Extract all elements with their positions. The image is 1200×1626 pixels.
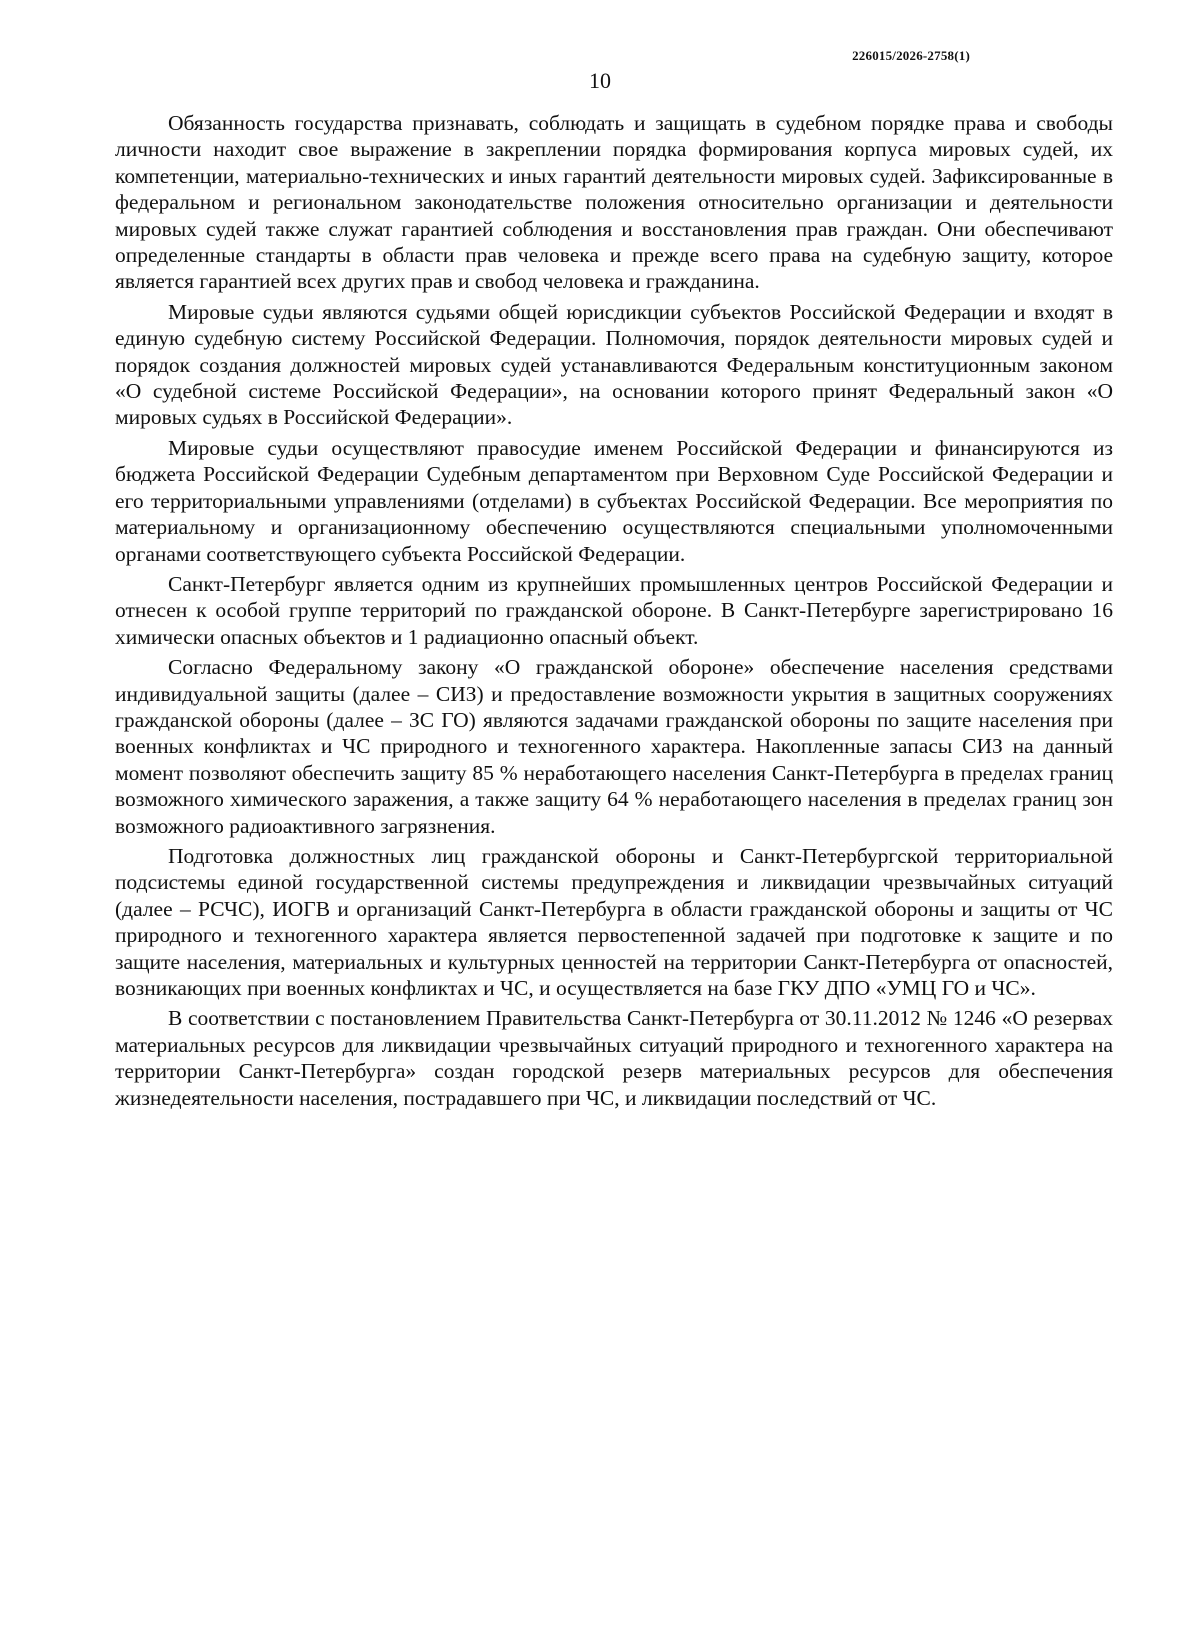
page-number: 10: [589, 68, 611, 93]
paragraph-state-obligation: Обязанность государства признавать, соблюдать и защищать в судебном порядке права и свободы личности находит свое выражение в закреплении порядка формирования корпуса мировых судей, их компетенции, материально-технических и иных гарантий деятельности мировых судей. Зафиксированные в федеральном и региональном законодательстве положения относительно организации и деятельности мировых судей также служат гарантией соблюдения и восстановления прав граждан. Они обеспечивают определенные стандарты в области прав человека и прежде всего права на судебную защиту, которое является гарантией всех других прав и свобод человека и гражданина.: [115, 111, 1113, 294]
paragraph-justice-financing: Мировые судьи осуществляют правосудие именем Российской Федерации и финансируются из бюджета Российской Федерации Судебным департаментом при Верховном Суде Российской Федерации и его территориальными управлениями (отделами) в субъектах Российской Федерации. Все мероприятия по материальному и организационному обеспечению осуществляются специальными уполномоченными органами соответствующего субъекта Российской Федерации.: [115, 435, 1113, 566]
document-registration-number: 226015/2026-2758(1): [852, 48, 970, 63]
paragraph-material-reserves: В соответствии с постановлением Правительства Санкт-Петербурга от 30.11.2012 № 1246 «О резервах материальных ресурсов для ликвидации чрезвычайных ситуаций природного и техногенного характера на территории Санкт-Петербурга» создан городской резерв материальных ресурсов для обеспечения жизнедеятельности населения, пострадавшего при ЧС, и ликвидации последствий от ЧС.: [115, 1006, 1113, 1110]
paragraph-saint-petersburg-hazards: Санкт-Петербург является одним из крупнейших промышленных центров Российской Федерации и отнесен к особой группе территорий по гражданской обороне. В Санкт-Петербурге зарегистрировано 16 химически опасных объектов и 1 радиационно опасный объект.: [115, 571, 1113, 649]
paragraph-civil-defense-training: Подготовка должностных лиц гражданской обороны и Санкт-Петербургской территориальной подсистемы единой государственной системы предупреждения и ликвидации чрезвычайных ситуаций (далее – РСЧС), ИОГВ и организаций Санкт-Петербурга в области гражданской обороны и защиты от ЧС природного и техногенного характера является первостепенной задачей при подготовке к защите и по защите населения, материальных и культурных ценностей на территории Санкт-Петербурга от опасностей, возникающих при военных конфликтах и ЧС, и осуществляется на базе ГКУ ДПО «УМЦ ГО и ЧС».: [115, 843, 1113, 1000]
body-text: [115, 110, 1113, 1115]
paragraph-justices-of-peace: Мировые судьи являются судьями общей юрисдикции субъектов Российской Федерации и входят в единую судебную систему Российской Федерации. Полномочия, порядок деятельности мировых судей и порядок создания должностей мировых судей устанавливаются Федеральным конституционным законом «О судебной системе Российской Федерации», на основании которого принят Федеральный закон «О мировых судьях в Российской Федерации».: [115, 299, 1113, 430]
paragraph-civil-defense-law: Согласно Федеральному закону «О гражданской обороне» обеспечение населения средствами индивидуальной защиты (далее – СИЗ) и предоставление возможности укрытия в защитных сооружениях гражданской обороны (далее – ЗС ГО) являются задачами гражданской обороны по защите населения при военных конфликтах и ЧС природного и техногенного характера. Накопленные запасы СИЗ на данный момент позволяют обеспечить защиту 85 % неработающего населения Санкт-Петербурга в пределах границ возможного химического заражения, а также защиту 64 % неработающего населения в пределах границ зон возможного радиоактивного загрязнения.: [115, 655, 1113, 838]
